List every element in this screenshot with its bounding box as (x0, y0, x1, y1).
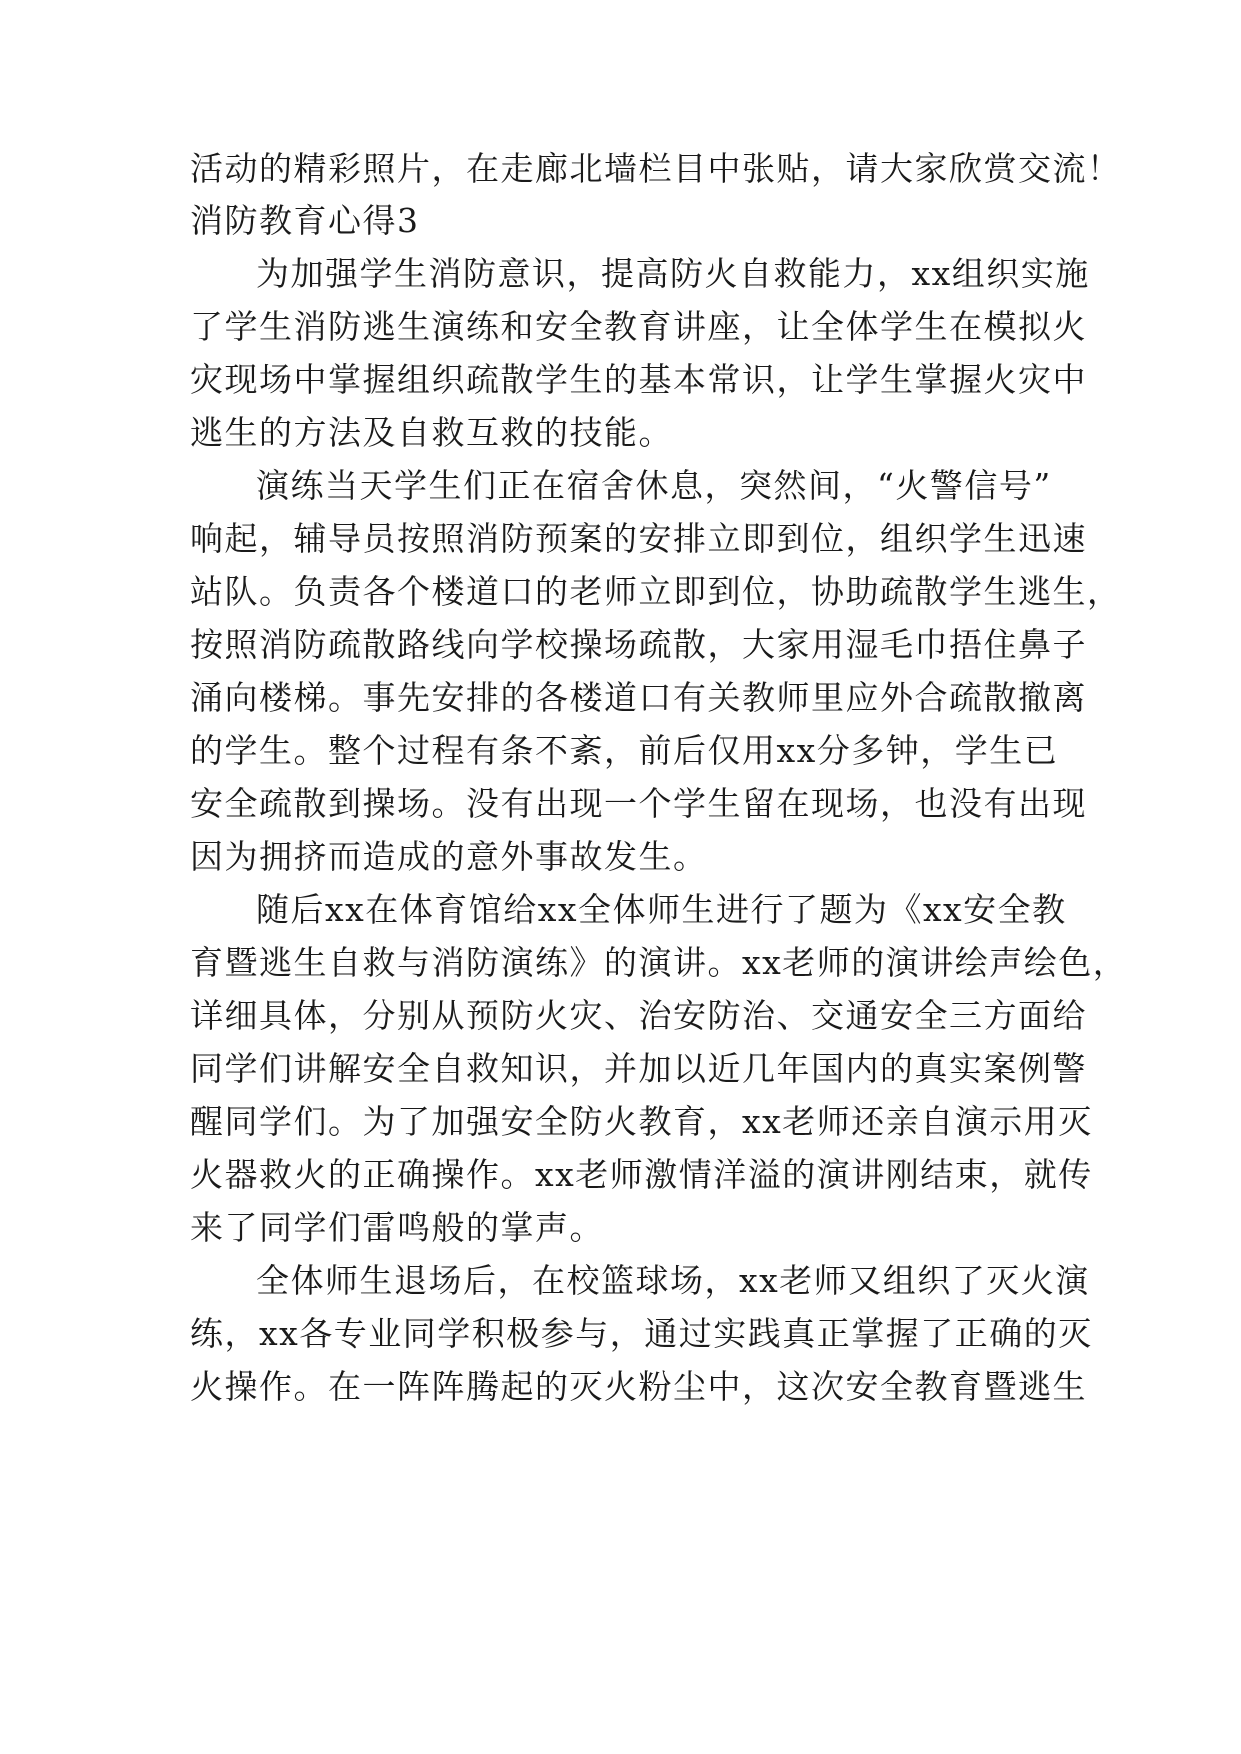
text-line: 的学生。整个过程有条不紊，前后仅用xx分多钟，学生已 (190, 731, 1059, 770)
text-line: 育暨逃生自救与消防演练》的演讲。xx老师的演讲绘声绘色， (190, 943, 1128, 982)
text-line: 涌向楼梯。事先安排的各楼道口有关教师里应外合疏散撤离 (190, 678, 1087, 717)
text-line: 来了同学们雷鸣般的掌声。 (190, 1208, 604, 1247)
text-line: 按照消防疏散路线向学校操场疏散，大家用湿毛巾捂住鼻子 (190, 625, 1087, 664)
text-line: 活动的精彩照片，在走廊北墙栏目中张贴，请大家欣赏交流！ (190, 149, 1122, 188)
text-line: 逃生的方法及自救互救的技能。 (190, 413, 673, 452)
section-heading: 消防教育心得3 (190, 201, 420, 240)
text-line: 因为拥挤而造成的意外事故发生。 (190, 837, 708, 876)
text-line: 练，xx各专业同学积极参与，通过实践真正掌握了正确的灭 (190, 1314, 1093, 1353)
text-line: 详细具体，分别从预防火灾、治安防治、交通安全三方面给 (190, 996, 1087, 1035)
text-line: 全体师生退场后，在校篮球场，xx老师又组织了灭火演 (256, 1261, 1090, 1300)
text-line: 火器救火的正确操作。xx老师激情洋溢的演讲刚结束，就传 (190, 1155, 1093, 1194)
text-line: 站队。负责各个楼道口的老师立即到位，协助疏散学生逃生， (190, 572, 1122, 611)
text-line: 为加强学生消防意识，提高防火自救能力，xx组织实施 (256, 254, 1090, 293)
text-line: 火操作。在一阵阵腾起的灭火粉尘中，这次安全教育暨逃生 (190, 1367, 1087, 1406)
text-line: 响起，辅导员按照消防预案的安排立即到位，组织学生迅速 (190, 519, 1087, 558)
text-line: 灾现场中掌握组织疏散学生的基本常识，让学生掌握火灾中 (190, 360, 1087, 399)
text-line: 安全疏散到操场。没有出现一个学生留在现场，也没有出现 (190, 784, 1087, 823)
text-line: 演练当天学生们正在宿舍休息，突然间，“火警信号” (256, 466, 1052, 505)
text-line: 了学生消防逃生演练和安全教育讲座，让全体学生在模拟火 (190, 307, 1087, 346)
text-line: 醒同学们。为了加强安全防火教育，xx老师还亲自演示用灭 (190, 1102, 1093, 1141)
text-line: 同学们讲解安全自救知识，并加以近几年国内的真实案例警 (190, 1049, 1087, 1088)
text-line: 随后xx在体育馆给xx全体师生进行了题为《xx安全教 (256, 890, 1067, 929)
